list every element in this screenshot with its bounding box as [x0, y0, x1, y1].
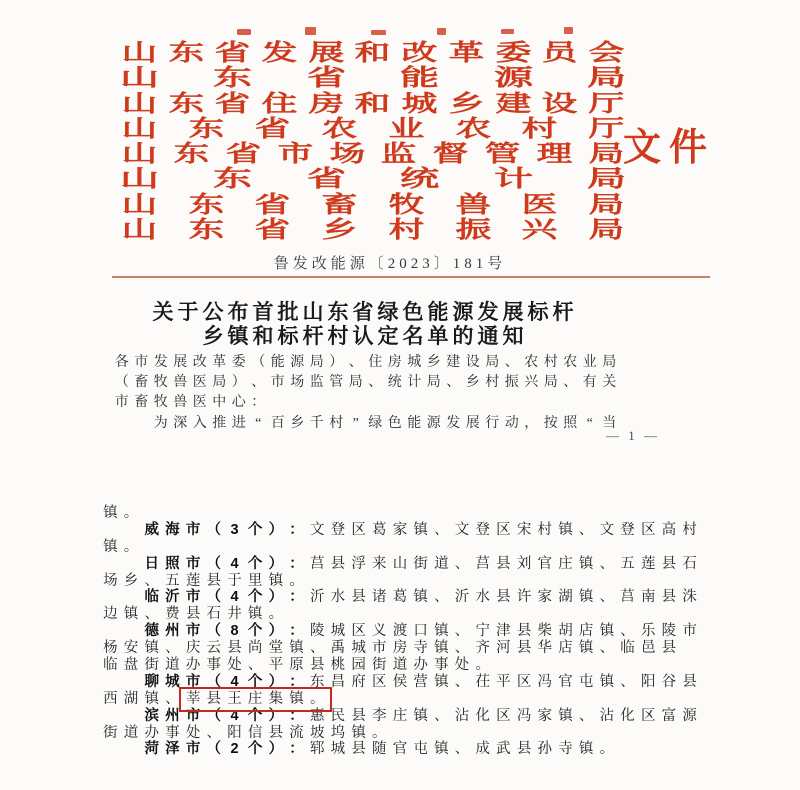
text-line — [112, 393, 619, 413]
text-line — [100, 522, 700, 539]
header-divider — [112, 276, 710, 278]
text-segment: 杨 安 镇 、 庆 云 县 尚 堂 镇 、 禹 城 市 房 寺 镇 、 齐 河 县 华 店 镇 、 临 邑 县 — [103, 640, 677, 657]
text-line — [100, 741, 700, 758]
scan-artifact — [501, 29, 514, 34]
text-line — [100, 606, 700, 623]
text-segment: 沂 水 县 诸 葛 镇 、 沂 水 县 许 家 湖 镇 、 莒 南 县 洙 — [309, 589, 697, 606]
highlight-box: 莘 县 王 庄 集 镇 。 — [183, 691, 328, 707]
text-line — [100, 539, 700, 556]
text-segment: 各 市 发 展 改 革 委 （ 能 源 局 ） 、 住 房 城 乡 建 设 局 、 农 村 农 业 局 — [114, 355, 617, 370]
text-segment: 镇 。 — [103, 538, 139, 555]
text-segment: 临 盘 街 道 办 事 处 、 平 原 县 桃 园 街 道 办 事 处 。 — [103, 657, 490, 674]
text-segment: 聊 城 市 （ 4 个 ） ： — [144, 673, 304, 690]
scan-artifact — [564, 27, 573, 34]
doc-type-label: 文件 — [623, 127, 716, 169]
text-line — [100, 725, 700, 742]
text-line — [100, 589, 700, 606]
scan-artifact — [371, 30, 386, 35]
text-segment: （ 畜 牧 兽 医 局 ） 、 市 场 监 管 局 、 统 计 局 、 乡 村 振 兴 局 、 有 关 — [114, 375, 617, 391]
text-segment: 滨 州 市 （ 4 个 ） ： — [144, 707, 304, 724]
scan-artifact — [437, 28, 446, 35]
text-segment: 临 沂 市 （ 4 个 ） ： — [144, 589, 304, 606]
text-segment: 德 州 市 （ 8 个 ） ： — [144, 623, 304, 640]
text-segment: 陵 城 区 义 渡 口 镇 、 宁 津 县 柴 胡 店 镇 、 乐 陵 市 — [309, 623, 697, 640]
text-segment: 郓 城 县 随 官 屯 镇 、 成 武 县 孙 寺 镇 。 — [309, 741, 615, 758]
agency-line: 山 东 省 市 场 监 督 管 理 局 — [121, 141, 625, 167]
text-line — [100, 505, 700, 522]
text-line — [100, 708, 700, 725]
page1-body — [112, 353, 619, 434]
page-number: — 1 — — [606, 428, 660, 443]
text-line — [100, 623, 700, 640]
text-line — [100, 657, 700, 674]
text-line — [100, 691, 700, 708]
scan-artifact — [305, 27, 316, 35]
text-segment: 街 道 办 事 处 、 阳 信 县 流 坡 坞 镇 。 — [103, 724, 387, 741]
text-segment: 日 照 市 （ 4 个 ） ： — [144, 555, 304, 572]
text-segment: 场 乡 、 五 莲 县 于 里 镇 。 — [103, 572, 304, 589]
text-segment: 菏 泽 市 （ 2 个 ） ： — [144, 741, 304, 758]
text-segment: 威 海 市 （ 3 个 ） ： — [144, 521, 304, 538]
agency-line: 山 东 省 发 展 和 改 革 委 员 会 — [121, 40, 625, 65]
text-line — [100, 556, 700, 573]
text-line — [112, 353, 619, 373]
text-line — [100, 674, 700, 691]
text-segment: 西 湖 镇 、 — [103, 690, 180, 707]
doc-title-line1: 关于公布首批山东省绿色能源发展标杆 — [152, 300, 578, 324]
text-segment: 莒 县 浮 来 山 街 道 、 莒 县 刘 官 庄 镇 、 五 莲 县 石 — [309, 555, 697, 572]
text-line — [112, 373, 619, 393]
text-line — [100, 640, 700, 657]
agency-line: 山 东 省 能 源 局 — [119, 65, 627, 91]
doc-number: 鲁发改能源〔2023〕181号 — [273, 256, 507, 272]
text-segment: 东 昌 府 区 侯 营 镇 、 茌 平 区 冯 官 屯 镇 、 阳 谷 县 — [309, 673, 697, 690]
doc-title — [105, 300, 625, 348]
text-segment: 镇 。 — [103, 505, 139, 521]
text-segment: 惠 民 县 李 庄 镇 、 沾 化 区 冯 家 镇 、 沾 化 区 富 源 — [309, 707, 697, 724]
scan-artifact — [237, 29, 251, 35]
agency-header — [119, 40, 627, 243]
agency-line: 山 东 省 畜 牧 兽 医 局 — [121, 191, 625, 217]
text-segment: 边 镇 、 费 县 石 井 镇 。 — [103, 606, 284, 623]
page2-body — [100, 505, 700, 758]
text-line — [100, 573, 700, 590]
agency-line: 山 东 省 统 计 局 — [119, 166, 627, 192]
text-segment: 文 登 区 葛 家 镇 、 文 登 区 宋 村 镇 、 文 登 区 高 村 — [309, 521, 697, 538]
doc-title-line2: 乡镇和标杆村认定名单的通知 — [202, 324, 528, 348]
text-segment: 为 深 入 推 进 “ 百 乡 千 村 ” 绿 色 能 源 发 展 行 动 ， 按 照 “ 当 — [153, 415, 617, 431]
agency-line: 山 东 省 乡 村 振 兴 局 — [121, 217, 625, 243]
agency-line: 山 东 省 住 房 和 城 乡 建 设 厅 — [121, 90, 625, 116]
text-segment: 市 畜 牧 兽 医 中 心 ： — [114, 395, 266, 411]
text-line — [112, 414, 619, 434]
agency-line: 山 东 省 农 业 农 村 厅 — [121, 115, 625, 141]
